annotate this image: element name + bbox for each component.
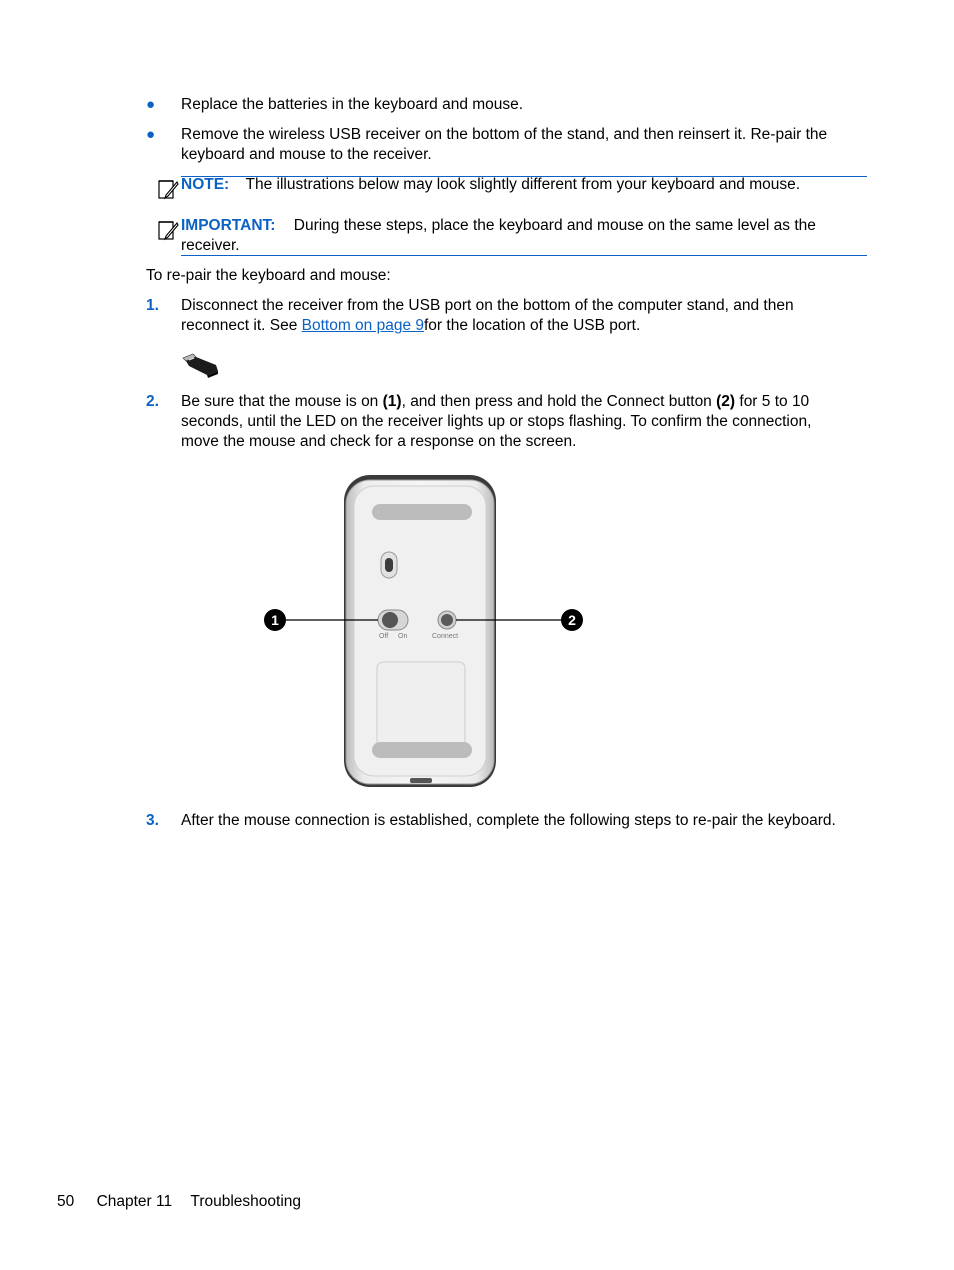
bullet-dot: ●: [146, 126, 156, 143]
step2-text-1: Be sure that the mouse is on: [181, 393, 383, 410]
important-label: IMPORTANT:: [181, 217, 276, 234]
note-icon: [157, 178, 179, 206]
step1-text-before: Disconnect the receiver from the USB port on the bottom of the computer stand, and then reconnect it. See: [181, 297, 794, 334]
important-block: [181, 216, 861, 256]
bullet-text-2: Remove the wireless USB receiver on the bottom of the stand, and then reinsert it. Re-pair the keyboard and mouse to the receiver.: [181, 126, 828, 163]
footer-title: Troubleshooting: [190, 1193, 302, 1210]
step2-text-3: for 5 to 10 seconds, until the LED on the receiver lights up or stops flashing. To confirm the connection, move the mouse and check for a response on the screen.: [181, 393, 812, 450]
step-text-3: After the mouse connection is established, complete the following steps to re-pair the keyboard.: [181, 812, 836, 829]
step-text-2: [181, 392, 841, 452]
usb-receiver-icon: [180, 352, 220, 384]
callout-1: 1: [271, 612, 279, 628]
page-footer: [57, 1192, 301, 1212]
step2-text-2: , and then press and hold the Connect button: [401, 393, 717, 410]
mouse-figure: [260, 472, 590, 790]
step-number-2: 2.: [146, 393, 159, 410]
step2-bold-1: (1): [382, 393, 402, 410]
note-label: NOTE:: [181, 176, 230, 193]
on-label: On: [398, 633, 408, 640]
bullet-text-1: Replace the batteries in the keyboard and mouse.: [181, 96, 524, 113]
callout-2: 2: [568, 612, 576, 628]
intro-text: To re-pair the keyboard and mouse:: [146, 267, 391, 284]
important-bottom-rule: [181, 255, 867, 256]
step1-text-after: for the location of the USB port.: [424, 317, 641, 334]
note-line: [181, 175, 867, 195]
bullet-dot: ●: [146, 96, 156, 113]
important-icon: [157, 219, 179, 247]
connect-label: Connect: [432, 633, 459, 640]
important-text: During these steps, place the keyboard and mouse on the same level as the receiver.: [181, 217, 816, 254]
step-number-3: 3.: [146, 812, 159, 829]
page-number: 50: [57, 1193, 75, 1210]
note-text: The illustrations below may look slightly different from your keyboard and mouse.: [245, 176, 801, 193]
bottom-page-link[interactable]: Bottom on page 9: [301, 317, 424, 334]
step-number-1: 1.: [146, 297, 159, 314]
off-label: Off: [379, 633, 389, 640]
step2-bold-2: (2): [716, 393, 736, 410]
footer-chapter: Chapter 11: [96, 1193, 173, 1210]
step-text-1: [181, 296, 841, 336]
